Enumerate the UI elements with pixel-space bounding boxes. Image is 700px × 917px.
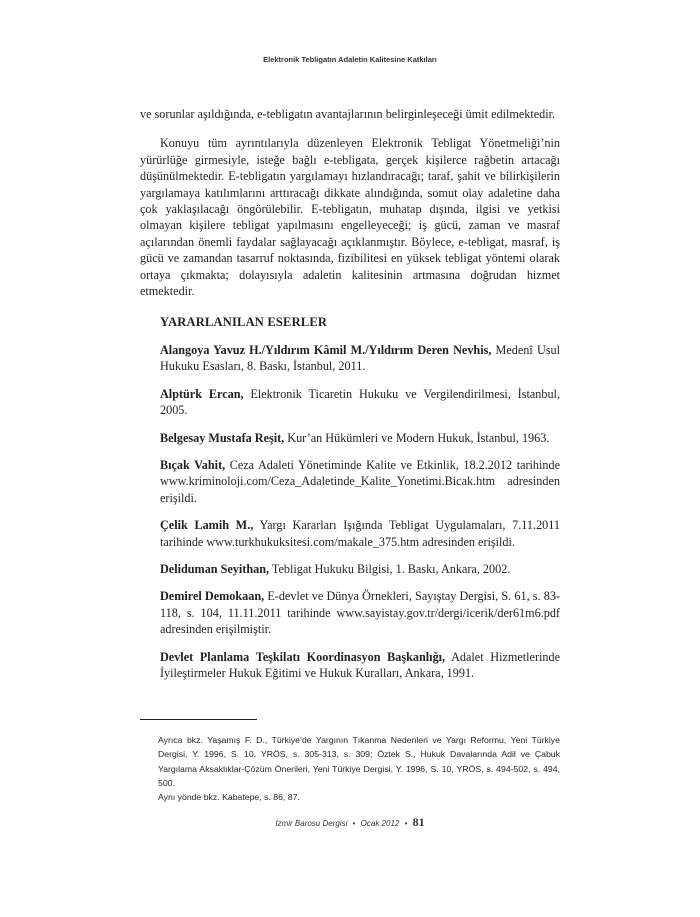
reference-author: Belgesay Mustafa Reşit, bbox=[160, 430, 285, 445]
page-footer bbox=[0, 815, 700, 830]
reference-text: Tebligat Hukuku Bilgisi, 1. Baskı, Ankara, 2002. bbox=[269, 561, 511, 576]
continued-paragraph: ve sorunlar aşıldığında, e-tebligatın avantajlarının belirginleşeceği ümit edilmektedir. bbox=[140, 107, 556, 121]
footnote: Aynı yönde bkz. Kabatepe, s. 86, 87. bbox=[158, 792, 300, 803]
reference-item bbox=[140, 517, 560, 550]
footnote: Ayrıca bkz. Yaşamış F. D., Türkiye’de Yargının Tıkanma Nedenleri ve Yargı Reformu, Yeni Türkiye Dergisi, Y. 1996, S. 10, YRÖS, s. 305-313, s. 309; Öztek S., Hukuk Davalarında Adil ve Çabuk Yargılama Aksaklıklar-Çözüm Önerileri, Yeni Türkiye Dergisi, Y. 1996, S. 10, YRÖS, s. 494-502, s. 494, 500. bbox=[158, 735, 560, 788]
issue-date: Ocak 2012 bbox=[360, 819, 400, 828]
reference-item bbox=[140, 386, 560, 419]
reference-item bbox=[140, 561, 560, 577]
page-number: 81 bbox=[412, 815, 425, 829]
body-paragraph: Konuyu tüm ayrıntılarıyla düzenleyen Elektronik Tebligat Yönetmeliği’nin yürürlüğe girmesiyle, isteğe bağlı e-tebligata, gerçek kişilerce rağbetin artacağı düşünülmektedir. E-tebligatın yargılamayı hızlandıracağı; taraf, şahit ve bilirkişilerin yargılamaya katılımlarını arttıracağı dikkate alındığında, somut olay adaletine daha çok yaklaşılacağı öngörülebilir. E-tebligatın, muhatap dışında, ilgisi ve yetkisi olmayan kişilere tebligat yapılmasını engelleyeceği; iş gücü, zaman ve masraf açılarından önemli faydalar sağlayacağı açıklanmıştır. Böylece, e-tebligat, masraf, iş gücü ve zamandan tasarruf noktasında, fizibilitesi en yüksek tebligat yöntemi olarak ortaya çıkmakta; dolayısıyla adaletin kalitesinin artmasına doğrudan hizmet etmektedir. bbox=[140, 136, 560, 299]
reference-author: Devlet Planlama Teşkilatı Koordinasyon Başkanlığı, bbox=[160, 649, 446, 664]
reference-author: Alangoya Yavuz H./Yıldırım Kâmil M./Yıldırım Deren Nevhis, bbox=[160, 342, 492, 357]
reference-author: Deliduman Seyithan, bbox=[160, 561, 270, 576]
reference-text: Ceza Adaleti Yönetiminde Kalite ve Etkinlik, 18.2.2012 tarihinde www.kriminoloji.com/Ceza_Adaletinde_Kalite_Yonetimi.Bicak.htm adresinden erişildi. bbox=[160, 457, 561, 505]
journal-name: İzmir Barosu Dergisi bbox=[275, 819, 348, 828]
reference-item bbox=[140, 588, 560, 637]
reference-text: Yargı Kararları Işığında Tebligat Uygulamaları, 7.11.2011 tarihinde www.turkhukuksitesi.com/makale_375.htm adresinden erişildi. bbox=[160, 518, 560, 549]
reference-text: Kur’an Hükümleri ve Modern Hukuk, İstanbul, 1963. bbox=[284, 430, 550, 445]
reference-item bbox=[140, 649, 560, 682]
references-heading: YARARLANILAN ESERLER bbox=[160, 315, 328, 330]
running-head: Elektronik Tebligatın Adaletin Kalitesine Katkıları bbox=[263, 55, 437, 64]
reference-text: E-devlet ve Dünya Örnekleri, Sayıştay Dergisi, S. 61, s. 83-118, s. 104, 11.11.2011 tarihinde www.sayistay.gov.tr/dergi/icerik/der61m6.pdf adresinden erişilmiştir. bbox=[160, 589, 560, 637]
reference-author: Çelik Lamih M., bbox=[160, 518, 254, 533]
reference-author: Demirel Demokaan, bbox=[160, 589, 265, 604]
reference-author: Bıçak Vahit, bbox=[160, 457, 226, 472]
reference-text: Medenî Usul Hukuku Esasları, 8. Baskı, İstanbul, 2011. bbox=[160, 342, 560, 374]
reference-item bbox=[140, 342, 560, 375]
body-text bbox=[140, 106, 560, 692]
footer-separator: • bbox=[352, 819, 356, 828]
reference-author: Alptürk Ercan, bbox=[160, 386, 244, 401]
reference-item bbox=[140, 430, 560, 446]
references-list bbox=[140, 342, 560, 682]
reference-text: Elektronik Ticaretin Hukuku ve Vergilendirilmesi, İstanbul, 2005. bbox=[160, 386, 560, 418]
footnotes bbox=[158, 733, 560, 804]
footer-separator: • bbox=[404, 819, 408, 828]
reference-text: Adalet Hizmetlerinde İyileştirmeler Hukuk Eğitimi ve Hukuk Kuralları, Ankara, 1991. bbox=[160, 649, 560, 680]
reference-item bbox=[140, 457, 560, 506]
footnote-divider bbox=[140, 719, 257, 720]
